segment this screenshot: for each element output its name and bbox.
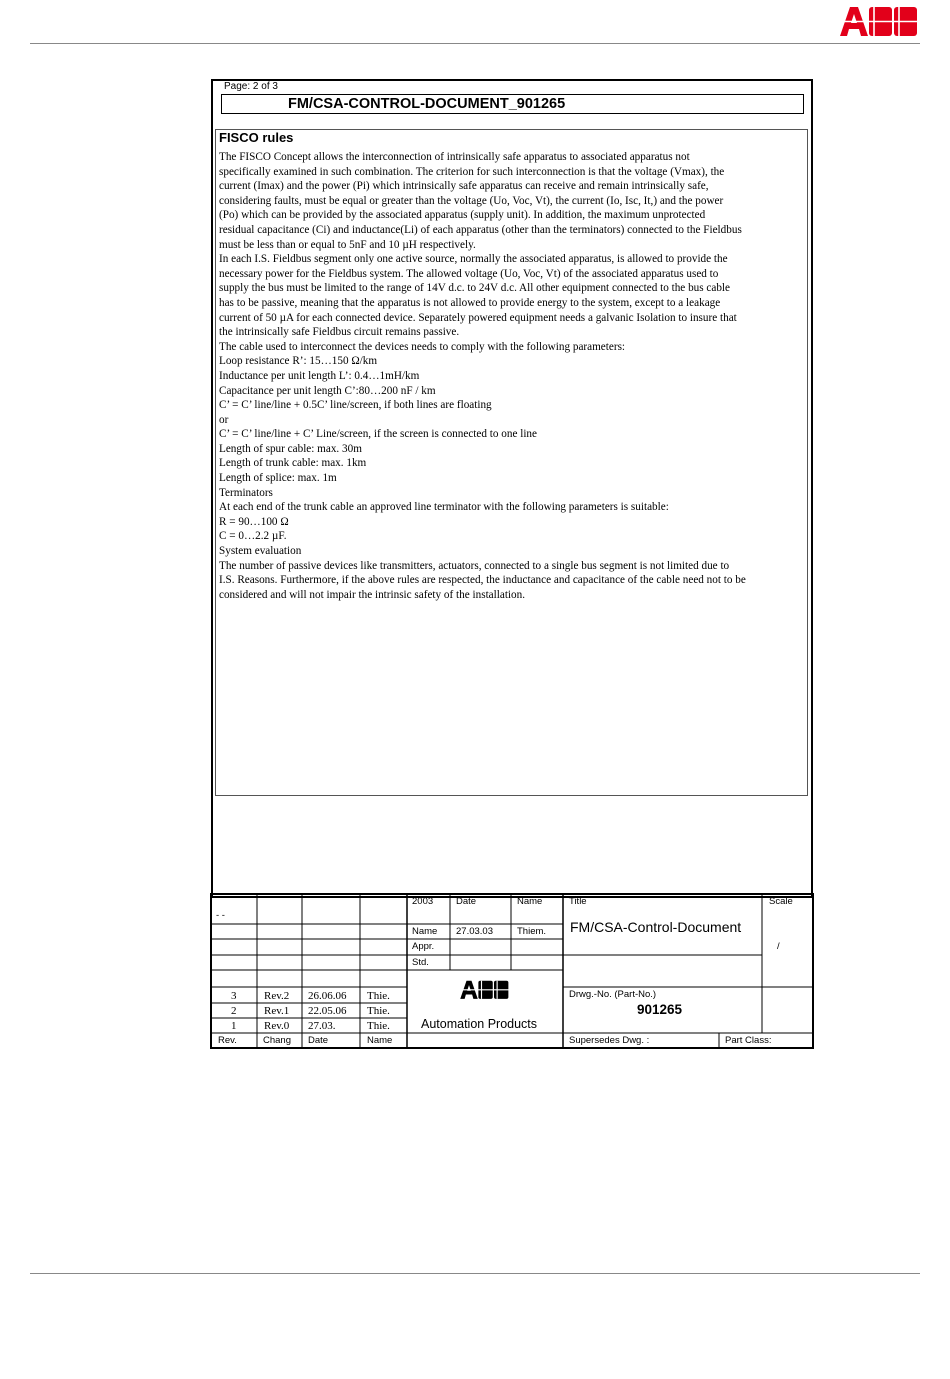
text-line: or [219, 413, 229, 426]
title-value: FM/CSA-Control-Document [570, 919, 742, 935]
text-line: C’ = C’ line/line + C’ Line/screen, if the screen is connected to one line [219, 428, 537, 441]
text-line: residual capacitance (Ci) and inductance(Li) of each apparatus (other than the terminators) connected to the Fieldbus [219, 223, 742, 236]
document-title-box [221, 94, 804, 114]
abb-logo-small [459, 980, 509, 999]
text-line: considering faults, must be equal or greater than the voltage (Uo, Voc, Vt), the current (Io, Isc, It,) and the power [219, 194, 724, 207]
drawn-date: 27.03.03 [456, 926, 493, 937]
text-line: C = 0…2.2 µF. [219, 530, 287, 543]
rev-number: 3 [231, 990, 237, 1002]
text-line: Length of trunk cable: max. 1km [219, 457, 367, 470]
approved-label: Appr. [412, 941, 435, 952]
col-header-change: Chang [263, 1035, 291, 1046]
rev-number: 2 [231, 1005, 237, 1017]
drawn-by: Thiem. [517, 926, 547, 937]
col-header-name: Name [367, 1035, 393, 1046]
text-line: I.S. Reasons. Furthermore, if the above rules are respected, the inductance and capacitance of the cable need not to be [219, 574, 746, 587]
text-line: The FISCO Concept allows the interconnection of intrinsically safe apparatus to associated apparatus not [219, 151, 690, 163]
text-line: At each end of the trunk cable an approved line terminator with the following parameters is suitable: [219, 501, 669, 514]
rev-date: 26.06.06 [308, 990, 347, 1002]
title-label: Title [569, 896, 587, 907]
rev-number: 1 [231, 1020, 237, 1032]
standard-label: Std. [412, 957, 429, 968]
col-header-date: Date [308, 1035, 329, 1046]
text-line: considered and will not impair the intrinsic safety of the installation. [219, 588, 526, 601]
header-rule [30, 43, 920, 44]
text-line: System evaluation [219, 545, 302, 558]
text-line: In each I.S. Fieldbus segment only one active source, normally the associated apparatus, is allowed to provide the [219, 253, 728, 266]
rev-date: 22.05.06 [308, 1005, 347, 1017]
rev-date: 27.03. [308, 1020, 336, 1032]
text-line: must be less than or equal to 5nF and 10 µH respectively. [219, 238, 476, 251]
text-line: necessary power for the Fieldbus system. The allowed voltage (Uo, Voc, Vt) of the associated apparatus used to [219, 267, 719, 280]
text-line: R = 90…100 Ω [219, 515, 289, 528]
rev-change: Rev.1 [264, 1005, 290, 1017]
drawn-label: Name [412, 926, 438, 937]
rev-change: Rev.2 [264, 990, 290, 1002]
part-class-label: Part Class: [725, 1035, 772, 1046]
rev-name: Thie. [367, 990, 390, 1002]
text-line: Loop resistance R’: 15…150 Ω/km [219, 355, 378, 368]
name-label: Name [517, 896, 543, 907]
text-line: The cable used to interconnect the devices needs to comply with the following parameters: [219, 340, 626, 353]
page-number: Page: 2 of 3 [224, 81, 278, 92]
text-line: The number of passive devices like transmitters, actuators, connected to a single bus segment is not limited due to [219, 559, 730, 572]
text-line: current (Imax) and the power (Pi) which intrinsically safe apparatus can receive and remain intrinsically safe, [219, 180, 709, 193]
date-label: Date [456, 896, 477, 907]
rev-name: Thie. [367, 1020, 390, 1032]
scale-label: Scale [769, 896, 793, 907]
document-body [219, 150, 807, 602]
text-line: Capacitance per unit length C’:80…200 nF / km [219, 384, 436, 397]
text-line: current of 50 µA for each connected device. Separately powered equipment needs a galvanic Isolation to insure that [219, 311, 737, 324]
text-line: specifically examined in such combination. The criterion for such interconnection is that the voltage (Vmax), the [219, 165, 725, 178]
text-line: Inductance per unit length L’: 0.4…1mH/km [219, 369, 420, 382]
text-line: Terminators [219, 486, 273, 499]
section-heading: FISCO rules [219, 130, 294, 145]
drawing-number-label: Drwg.-No. (Part-No.) [569, 989, 657, 1000]
company-name: Automation Products [421, 1017, 538, 1031]
footer-rule [30, 1273, 920, 1274]
text-line: the intrinsically safe Fieldbus circuit remains passive. [219, 326, 460, 339]
text-line: Length of splice: max. 1m [219, 472, 337, 485]
rev-change: Rev.0 [264, 1020, 290, 1032]
text-line: Length of spur cable: max. 30m [219, 442, 362, 455]
document-title: FM/CSA-CONTROL-DOCUMENT_901265 [288, 96, 566, 112]
year-label: 2003 [412, 896, 434, 907]
scale-value: / [777, 941, 780, 952]
text-line: has to be passive, meaning that the apparatus is not allowed to provide energy to the system, except to a leakage [219, 296, 721, 309]
text-line: supply the bus must be limited to the range of 14V d.c. to 24V d.c. All other equipment connected to the bus cable [219, 282, 731, 295]
text-line: C’ = C’ line/line + 0.5C’ line/screen, if both lines are floating [219, 399, 492, 412]
supersedes-label: Supersedes Dwg. : [569, 1035, 650, 1046]
abb-logo [838, 6, 918, 36]
rev-name: Thie. [367, 1005, 390, 1017]
text-line: (Po) which can be provided by the associated apparatus (supply unit). In addition, the maximum unprotected [219, 209, 706, 222]
drawing-number: 901265 [637, 1002, 683, 1017]
revision-dash-mark: - - [216, 910, 225, 921]
col-header-rev: Rev. [218, 1035, 237, 1046]
